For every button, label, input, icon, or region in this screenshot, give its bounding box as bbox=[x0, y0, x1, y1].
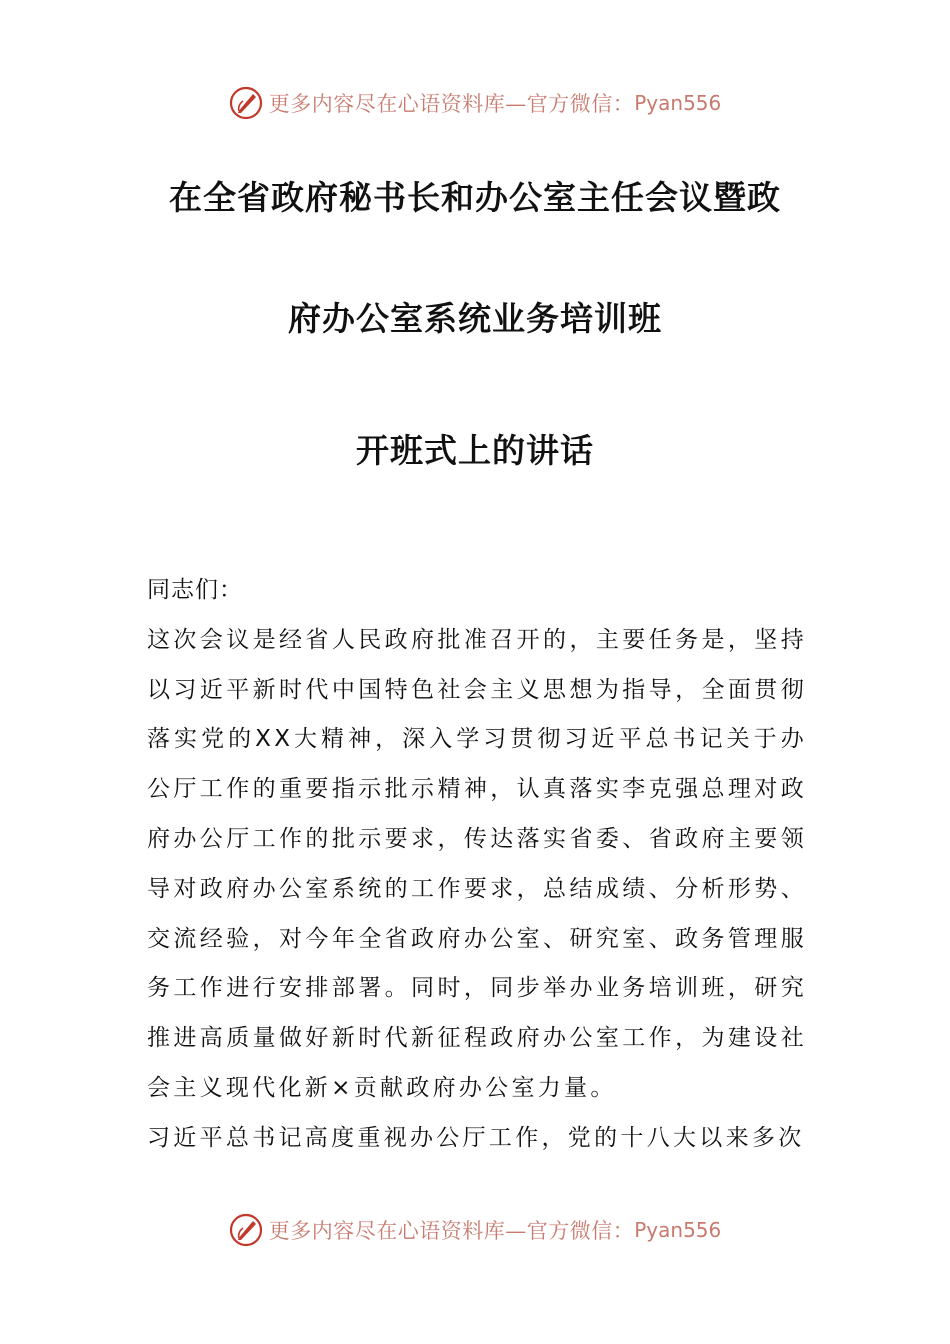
greeting: 同志们： bbox=[147, 577, 243, 603]
header-watermark bbox=[0, 83, 950, 123]
quill-pen-logo-icon bbox=[229, 86, 263, 120]
watermark-wechat-id: Pyan556 bbox=[634, 91, 722, 115]
body-paragraph: 这次会议是经省人民政府批准召开的，主要任务是，坚持以习近平新时代中国特色社会主义思想为指导，全面贯彻落实党的XX大精神，深入学习贯彻习近平总书记关于办公厅工作的重要指示批示精神，认真落实李克强总理对政府办公厅工作的批示要求，传达落实省委、省政府主要领导对政府办公室系统的工作要求，总结成绩、分析形势、交流经验，对今年全省政府办公室、研究室、政务管理服务工作进行安排部署。同时，同步举办业务培训班，研究推进高质量做好新时代新征程政府办公室工作，为建设社会主义现代化新×贡献政府办公室力量。 bbox=[147, 626, 807, 1101]
document-title-line-3: 开班式上的讲话 bbox=[356, 431, 594, 470]
quill-pen-logo-icon bbox=[229, 1213, 263, 1247]
watermark-text: 更多内容尽在心语资料库—官方微信： bbox=[268, 92, 635, 116]
document-title-line-2: 府办公室系统业务培训班 bbox=[288, 299, 662, 338]
body-paragraph: 习近平总书记高度重视办公厅工作，党的十八大以来多次 bbox=[147, 1124, 805, 1151]
watermark-text: 更多内容尽在心语资料库—官方微信： bbox=[268, 1219, 635, 1243]
footer-watermark bbox=[0, 1210, 950, 1250]
document-body bbox=[147, 566, 807, 1164]
watermark-wechat-id: Pyan556 bbox=[634, 1218, 722, 1242]
document-title-line-1: 在全省政府秘书长和办公室主任会议暨政 bbox=[169, 178, 781, 217]
